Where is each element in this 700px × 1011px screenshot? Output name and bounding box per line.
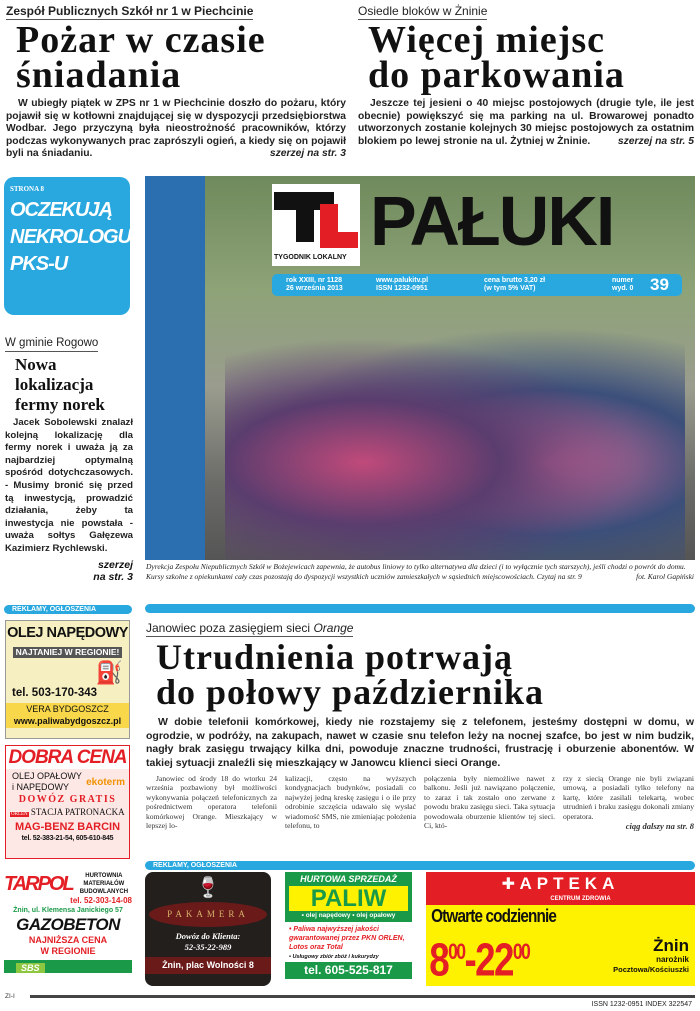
headline: Utrudnienia potrwają do połowy października <box>156 637 545 712</box>
article-mink-farm: W gminie Rogowo Nowa lokalizacja fermy norek Jacek Sobolewski znalazł kolejną lokalizację dla fermy norek i uważa ją za najbardziej optymalną spośród dotychczasowych. - Musimy bronić się przed tą inwestycją, prowadzić działania, żeby ta inwestycja nie powstała - uważa sołtys Gałęzewa Kazimierz Rychlewski. szerzej na str. 3 <box>5 337 133 583</box>
promo-headline: OCZEKUJĄ NEKROLOGU PKS-U <box>10 199 131 275</box>
issn-index: ISSN 1232-0951 INDEX 322547 <box>591 1001 692 1008</box>
article-columns: Janowiec od środy 18 do wtorku 24 września pozbawiony był możliwości wykonywania połączeń telefonicznych za pośrednictwem operatora telefonii komórkowej Orange. Mieszkający w lepszej lo- kalizacji, często na wyższych kondygnacjach budynków, posiadali co najwyżej jedną kreskę zasięgu i o ile przy odrobinie szczęścia udawało się wysłać wiadomość SMS, nie zmieniając położenia telefonu, to połączenia były niemożliwe nawet z balkonu. Jeśli już nawiązano połączenie, to zaraz i tak zostało ono zerwane z powodu braku zasięgu sieci. Taka sytuacja powodowała oburzenie klientów tej sieci. Ci, któ- rzy z siecią Orange nie byli związani umową, a posiadali tylko telefony na kartę, które zasilali telekartą, wobec utrudnień i braku zasięgu dokonali zmiany operatora. ciąg dalszy na str. 8 <box>146 774 694 832</box>
continued-link[interactable]: ciąg dalszy na str. 8 <box>625 821 694 832</box>
ad-pakamera[interactable]: 🍷 PAKAMERA Dowóz do Klienta: 52-35-22-989 Żnin, plac Wolności 8 <box>145 872 271 986</box>
cross-icon: ✚ <box>501 876 516 893</box>
kicker: Janowiec poza zasięgiem sieci Orange <box>146 621 354 635</box>
ads-label-bar: REKLAMY, OGŁOSZENIA <box>4 605 132 614</box>
photo-caption: Dyrekcja Zespołu Niepublicznych Szkół w Bożejewicach zapewnia, że autobus liniowy to tylko alternatywa dla dzieci (i to wyłącznie tych starszych), jeśli chodzi o powrót do domu. Kursy szkolne z opiekunkami cały czas pozostają do dyspozycji wszystkich uczniów zamieszkałych w sąsiednich miejscowościach. Czytaj na str. 9 fot. Karol Gapiński <box>146 562 694 581</box>
bus <box>145 176 205 560</box>
cover-photo <box>145 176 695 560</box>
more-link[interactable]: szerzej na str. 5 <box>617 135 694 147</box>
lead: Jeszcze tej jesieni o 40 miejsc postojowych (drugie tyle, ile jest obecnie) powiększyć się ma parking na ul. Browarowej ponadto utworzonych zostanie kolejnych 30 miejsc postojowych za ostatnim blokiem po lewej stronie na ul. Żytniej w Żninie. szerzej na str. 5 <box>358 98 694 147</box>
ad-good-price[interactable]: DOBRA CENA OLEJ OPAŁOWY i NAPĘDOWY ekoterm DOWÓZ GRATIS ORLEN STACJA PATRONACKA MAG-BENZ BARCIN tel. 52-383-21-54, 605-610-845 <box>5 745 130 859</box>
ads-label-bar: REKLAMY, OGŁOSZENIA <box>145 861 695 870</box>
fuel-nozzle-icon: ⛽ <box>95 660 123 685</box>
more-link[interactable]: szerzej na str. 3 <box>269 148 346 159</box>
divider-bar <box>145 604 695 613</box>
more-link[interactable]: szerzej na str. 3 <box>93 558 133 583</box>
article-orange: Janowiec poza zasięgiem sieci Orange Utrudnienia potrwają do połowy października W dobie telefonii komórkowej, kiedy nie rozstajemy się z telefonem, jesteśmy dostępni w domu, w ogrodzie, w podróży, na zakupach, nawet w czasie snu telefon leży na nocnej szafce, bo jest w nim budzik, nagły brak zasięgu trwający kilka dni, powoduje znaczne trudności, frustrację i oburzenie abonentów. W takiej sytuacji znaleźli się mieszkający w Janowcu klienci sieci Orange. Janowiec od środy 18 do wtorku 24 września pozbawiony był możliwości wykonywania połączeń telefonicznych za pośrednictwem operatora telefonii komórkowej Orange. Mieszkający w lepszej lo- kalizacji, często na wyższych kondygnacjach budynków, posiadali co najwyżej jedną kreskę zasięgu i o ile przy odrobinie szczęścia udawało się wysłać wiadomość SMS, nie zmieniając położenia telefonu, to połączenia były niemożliwe nawet z balkonu. Jeśli już nawiązano połączenie, to zaraz i tak zostało ono zerwane z powodu braku zasięgu sieci. Taka sytuacja powodowała oburzenie klientów tej sieci. Ci, któ- rzy z siecią Orange nie byli związani umową, a posiadali tylko telefony na kartę, które zasilali telekartą, wobec utrudnień i braku zasięgu dokonali zmiany operatora. ciąg dalszy na str. 8 <box>146 621 694 832</box>
headline: Pożar w czasie śniadania <box>16 19 266 96</box>
ad-tarpol[interactable]: TARPOL HURTOWNIA MATERIAŁÓW BUDOWLANYCH tel. 52-303-14-08 Żnin, ul. Klemensa Janickiego 57 GAZOBETON NAJNIŻSZA CENA W REGIONIE SBS <box>4 873 132 973</box>
page-code: ZI-I <box>5 993 15 1000</box>
ad-pharmacy[interactable]: ✚ APTEKA CENTRUM ZDROWIA Otwarte codziennie $8^{00}-22^{00}$ Żnin narożnik Pocztowa/Kościuszki <box>426 872 695 986</box>
photo-credit: fot. Karol Gapiński <box>636 571 694 581</box>
kicker: Zespół Publicznych Szkół nr 1 w Piechcinie <box>6 4 254 18</box>
lead: W ubiegły piątek w ZPS nr 1 w Piechcinie doszło do pożaru, który pojawił się w kotłowni znajdującej się w dyspozycji przedsiębiorstwa Wodbar. Jego przyczyną była nieostrożność pracowników, którzy podczas wykonywanych prac zaprószyli ogień, a kiedy się on pojawił byli na śniadaniu. szerzej na str. 3 <box>6 98 346 159</box>
children-group <box>225 316 685 560</box>
tl-logo: TYGODNIK LOKALNY <box>272 184 360 266</box>
article-parking <box>358 2 694 148</box>
kicker: Osiedle bloków w Żninie <box>358 4 488 18</box>
article-fire <box>6 2 346 161</box>
headline: Nowa lokalizacja fermy norek <box>15 355 105 414</box>
promo-box[interactable]: STRONA 8 OCZEKUJĄ NEKROLOGU PKS-U <box>4 177 130 315</box>
headline: Więcej miejsc do parkowania <box>368 19 625 96</box>
ad-fuel-wholesale[interactable]: HURTOWA SPRZEDAŻ PALIW • olej napędowy • olej opałowy • Paliwa najwyższej jakości gwarantowanej przez PKN ORLEN, Lotos oraz Total • Usługowy zbiór zbóż i kukurydzy tel. 605-525-817 <box>285 872 412 988</box>
ad-diesel[interactable]: OLEJ NAPĘDOWY NAJTANIEJ W REGIONIE! ⛽ tel. 503-170-343 VERA BYDGOSZCZ www.paliwabydgoszcz.pl <box>5 620 130 739</box>
opening-hours: $8^{00}-22^{00}$ <box>429 933 530 986</box>
footer-rule <box>30 995 695 998</box>
masthead-title: PAŁUKI <box>370 182 614 260</box>
wine-glass-icon: 🍷 <box>195 877 221 899</box>
masthead-info-bar: rok XXIII, nr 1128 26 września 2013 www.palukitv.pl ISSN 1232-0951 cena brutto 3,20 zł (w tym 5% VAT) numer wyd. 0 39 <box>272 274 682 296</box>
